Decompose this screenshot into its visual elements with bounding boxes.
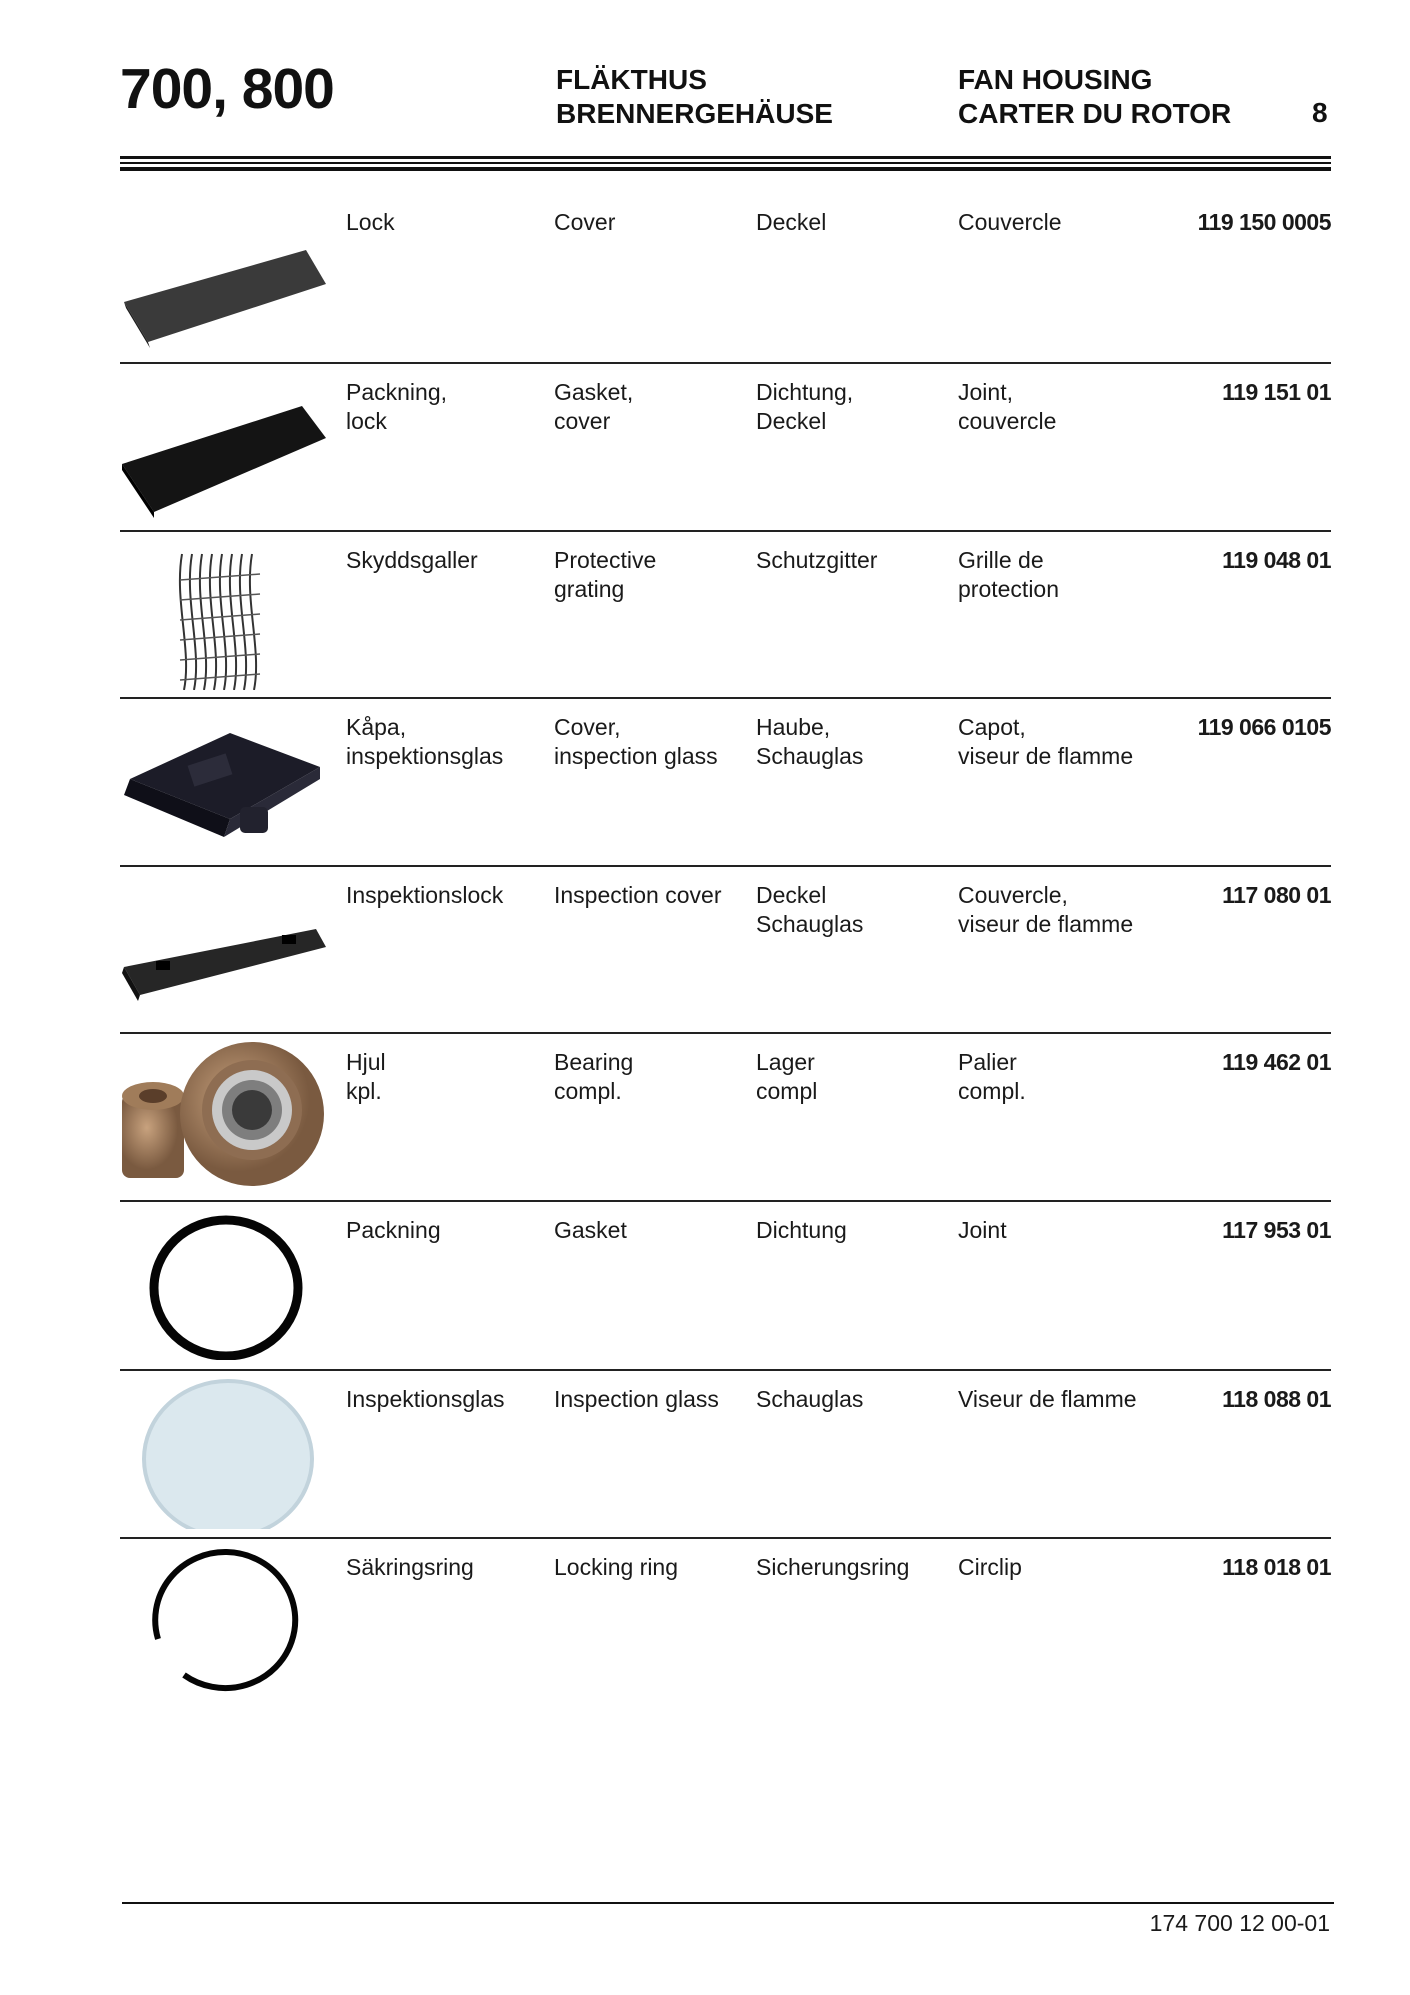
part-name-swedish — [346, 208, 395, 237]
part-row — [120, 1200, 1331, 1370]
part-name-swedish — [346, 1048, 386, 1106]
text-line: Schutzgitter — [756, 547, 878, 573]
part-name-english — [554, 1216, 627, 1245]
text-line: Inspection cover — [554, 882, 722, 908]
part-name-french — [958, 1048, 1026, 1106]
part-name-swedish — [346, 1553, 474, 1582]
part-number: 118 088 01 — [1222, 1386, 1331, 1412]
text-line: cover — [554, 408, 611, 434]
part-row — [120, 1537, 1331, 1707]
part-name-german — [756, 1553, 909, 1582]
text-line: kpl. — [346, 1078, 382, 1104]
text-line: Circlip — [958, 1554, 1022, 1580]
text-line: Couvercle, — [958, 882, 1068, 908]
part-name-french — [958, 208, 1062, 237]
text-line: Deckel — [756, 882, 827, 908]
text-line: Schauglas — [756, 743, 864, 769]
text-line: Protective — [554, 547, 657, 573]
text-line: Grille de — [958, 547, 1044, 573]
cover-plate-icon — [120, 202, 330, 352]
text-line: Inspektionslock — [346, 882, 504, 908]
text-line: compl — [756, 1078, 818, 1104]
text-line: Joint, — [958, 379, 1013, 405]
text-line: Couvercle — [958, 209, 1062, 235]
text-line: Sicherungsring — [756, 1554, 910, 1580]
text-line: Capot, — [958, 714, 1026, 740]
part-number: 119 048 01 — [1222, 547, 1331, 573]
text-line: inspektionsglas — [346, 743, 504, 769]
part-name-swedish — [346, 1385, 505, 1414]
section-title-en-fr — [958, 63, 1231, 131]
o-ring-gasket-icon — [120, 1210, 330, 1360]
part-name-english — [554, 713, 718, 771]
part-name-german — [756, 208, 826, 237]
part-name-swedish — [346, 546, 478, 575]
text-line: compl. — [554, 1078, 622, 1104]
part-row — [120, 194, 1331, 362]
part-name-french — [958, 1553, 1022, 1582]
part-name-swedish — [346, 378, 447, 436]
part-name-french — [958, 881, 1133, 939]
title-french: CARTER DU ROTOR — [958, 98, 1232, 129]
text-line: Skyddsgaller — [346, 547, 478, 573]
part-number: 117 080 01 — [1222, 882, 1331, 908]
text-line: Inspektionsglas — [346, 1386, 505, 1412]
text-line: Joint — [958, 1217, 1007, 1243]
part-number: 119 150 0005 — [1197, 209, 1331, 235]
text-line: grating — [554, 576, 625, 602]
part-number: 117 953 01 — [1222, 1217, 1331, 1243]
title-german: BRENNERGEHÄUSE — [556, 98, 833, 129]
text-line: Deckel — [756, 408, 827, 434]
part-name-english — [554, 208, 615, 237]
inspection-cover-icon — [120, 875, 330, 1025]
part-name-french — [958, 713, 1133, 771]
text-line: Lager — [756, 1049, 815, 1075]
part-name-german — [756, 378, 853, 436]
text-line: Lock — [346, 209, 395, 235]
text-line: viseur de flamme — [958, 743, 1134, 769]
text-line: Haube, — [756, 714, 831, 740]
part-name-german — [756, 713, 863, 771]
model-number: 700, 800 — [120, 57, 334, 121]
part-number: 118 018 01 — [1222, 1554, 1331, 1580]
text-line: Cover — [554, 209, 616, 235]
text-line: Schauglas — [756, 911, 864, 937]
part-name-swedish — [346, 1216, 441, 1245]
part-row — [120, 1369, 1331, 1539]
footer-rule — [122, 1902, 1334, 1904]
part-number: 119 151 01 — [1222, 379, 1331, 405]
part-name-english — [554, 1553, 678, 1582]
part-name-english — [554, 378, 633, 436]
part-name-german — [756, 546, 877, 575]
gasket-sheet-icon — [120, 372, 330, 522]
text-line: Säkringsring — [346, 1554, 474, 1580]
text-line: compl. — [958, 1078, 1026, 1104]
text-line: protection — [958, 576, 1060, 602]
part-row — [120, 697, 1331, 867]
part-row — [120, 362, 1331, 532]
part-name-english — [554, 881, 721, 910]
part-name-swedish — [346, 881, 503, 910]
inspection-glass-cover-icon — [120, 707, 330, 857]
part-name-french — [958, 546, 1059, 604]
part-number: 119 066 0105 — [1197, 714, 1331, 740]
title-swedish: FLÄKTHUS — [556, 64, 707, 95]
part-name-german — [756, 881, 863, 939]
part-name-french — [958, 378, 1056, 436]
text-line: couvercle — [958, 408, 1057, 434]
text-line: Deckel — [756, 209, 827, 235]
text-line: inspection glass — [554, 743, 718, 769]
part-name-english — [554, 1385, 719, 1414]
header-rule — [120, 167, 1331, 171]
text-line: Locking ring — [554, 1554, 679, 1580]
section-title-sv-de — [556, 63, 833, 131]
text-line: Packning — [346, 1217, 441, 1243]
text-line: Hjul — [346, 1049, 386, 1075]
part-name-french — [958, 1385, 1137, 1414]
part-name-english — [554, 546, 656, 604]
text-line: Palier — [958, 1049, 1017, 1075]
text-line: lock — [346, 408, 387, 434]
text-line: viseur de flamme — [958, 911, 1134, 937]
circlip-icon — [120, 1547, 330, 1697]
text-line: Inspection glass — [554, 1386, 719, 1412]
page-number: 8 — [1312, 97, 1328, 128]
part-row — [120, 1032, 1331, 1202]
header-rule — [120, 162, 1331, 164]
text-line: Gasket, — [554, 379, 634, 405]
text-line: Dichtung, — [756, 379, 854, 405]
text-line: Kåpa, — [346, 714, 407, 740]
inspection-glass-disc-icon — [120, 1379, 330, 1529]
part-name-german — [756, 1216, 847, 1245]
part-name-french — [958, 1216, 1007, 1245]
title-english: FAN HOUSING — [958, 64, 1153, 95]
part-name-german — [756, 1385, 863, 1414]
part-number: 119 462 01 — [1222, 1049, 1331, 1075]
text-line: Cover, — [554, 714, 621, 740]
part-name-english — [554, 1048, 633, 1106]
text-line: Packning, — [346, 379, 448, 405]
text-line: Schauglas — [756, 1386, 864, 1412]
text-line: Gasket — [554, 1217, 627, 1243]
text-line: Viseur de flamme — [958, 1386, 1137, 1412]
part-row — [120, 865, 1331, 1035]
part-row — [120, 530, 1331, 700]
bearing-icon — [120, 1042, 330, 1192]
protective-grating-icon — [120, 540, 330, 690]
text-line: Dichtung — [756, 1217, 847, 1243]
part-name-german — [756, 1048, 817, 1106]
header-rule — [120, 156, 1331, 159]
text-line: Bearing — [554, 1049, 634, 1075]
part-name-swedish — [346, 713, 503, 771]
document-code: 174 700 12 00-01 — [1149, 1910, 1330, 1936]
